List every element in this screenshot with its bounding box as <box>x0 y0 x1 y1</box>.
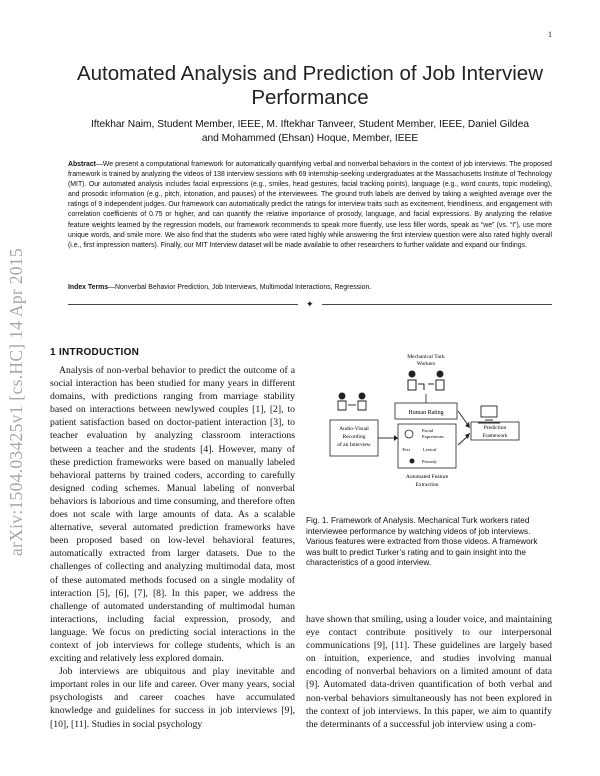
turk-label-1: Mechanical Turk <box>407 354 445 360</box>
index-terms-text: —Nonverbal Behavior Prediction, Job Interviews, Multimodal Interactions, Regression. <box>108 284 372 291</box>
index-terms <box>68 283 552 293</box>
arxiv-stamp: arXiv:1504.03425v1 [cs.HC] 14 Apr 2015 <box>6 248 26 556</box>
section-separator <box>68 300 552 310</box>
recording-label-2: Recording <box>342 434 366 440</box>
recording-label-3: of an Interview <box>337 442 371 448</box>
abstract-label: Abstract <box>68 161 96 168</box>
framework-figure <box>328 350 538 510</box>
lexical-label: Lexical <box>423 447 437 452</box>
extraction-label-2: Extraction <box>415 482 439 488</box>
index-terms-label: Index Terms <box>68 284 109 291</box>
separator-diamond-icon: ✦ <box>306 299 314 309</box>
paper-title: Automated Analysis and Prediction of Job Interview Performance <box>76 62 544 109</box>
intro-paragraph-1: Analysis of non-verbal behavior to predict the outcome of a social interaction has been studied for many years in different domains, with predictions ranging from marriage stability based on interactions between newlywed couples [1], [2], to patient satisfaction based on doctor-patient interaction [3], to teacher evaluation by analyzing classroom interactions between a teacher and the students [4]. However, many of these prediction frameworks were based on manually labeled behavioral patterns by trained coders, according to carefully designed coding schemes. Manual labeling of nonverbal behaviors is laborious and time consuming, and therefore often does not scale with large amounts of data. As a scalable alternative, several automated prediction frameworks have been proposed based on low-level behavioral features, automatically extracted from larger datasets. Due to the challenges of collecting and analyzing multimodal data, most of these automated methods focused on a single modality of interaction [5], [6], [7], [8]. In this paper, we address the challenge of automated understanding of multimodal human interactions, including facial expression, prosody, and language. We focus on predicting social interactions in the context of job interviews for college students, which is an exciting and relatively less explored domain. <box>50 365 295 665</box>
right-column <box>306 613 552 731</box>
extraction-label-1: Automated Feature <box>405 474 449 480</box>
human-rating-label: Human Rating <box>408 410 444 416</box>
intro-paragraph-2: Job interviews are ubiquitous and play inevitable and important roles in our life and career. Over many years, social psychologists and career coaches have accumulated knowledge and guidelines for success in job interviews [9], [10], [11]. Studies in social psychology <box>50 666 295 730</box>
authors <box>60 118 560 146</box>
separator-line-left <box>68 304 298 305</box>
section-heading: 1 INTRODUCTION <box>50 347 140 358</box>
facial-label-1: Facial <box>422 428 433 433</box>
page-number: 1 <box>548 30 552 39</box>
separator-line-right <box>322 304 552 305</box>
authors-line-1: Iftekhar Naim, Student Member, IEEE, M. Iftekhar Tanveer, Student Member, IEEE, Daniel Gildea <box>90 119 530 130</box>
text-label: Text <box>402 447 410 452</box>
computer-icon <box>478 406 500 423</box>
prosody-icon <box>410 459 415 464</box>
prediction-label-2: Framework <box>482 433 508 439</box>
interview-icon <box>338 393 366 410</box>
smile-icon <box>405 430 413 438</box>
authors-line-2: and Mohammed (Ehsan) Hoque, Member, IEEE <box>201 133 419 144</box>
prosody-label: Prosody <box>422 459 437 464</box>
recording-label-1: Audio-Visual <box>339 426 369 432</box>
left-column <box>50 364 295 731</box>
right-paragraph-1: have shown that smiling, using a louder voice, and maintaining eye contact contribute positively to our interpersonal communications [9], [11]. These guidelines are largely based on intuition, experience, and studies involving manual encoding of nonverbal behaviors on a limited amount of data [9]. Automated data-driven quantification of both verbal and non-verbal behaviors simultaneously has not been explored in the context of job interviews. In this paper, we aim to quantify the determinants of a successful job interview using a com- <box>306 614 552 730</box>
turk-workers-icon <box>408 371 444 390</box>
abstract <box>68 160 552 251</box>
prediction-label-1: Prediction <box>483 425 507 431</box>
facial-label-2: Expressions <box>422 434 444 439</box>
abstract-text: —We present a computational framework for automatically quantifying verbal and nonverbal behaviors in the context of job interviews. The proposed framework is trained by analyzing the videos of 138 interview sessions with 69 internship-seeking undergraduates at the Massachusetts Institute of Technology (MIT). Our automated analysis includes facial expressions (e.g., smiles, head gestures, facial tracking points), language (e.g., word counts, topic modeling), and prosodic information (e.g., pitch, intonation, and pauses) of the interviewees. The ground truth labels are derived by taking a weighted average over the ratings of 9 independent judges. Our framework can automatically predict the ratings for interview traits such as excitement, friendliness, and engagement with correlation coefficients of 0.75 or higher, and can quantify the relative importance of prosody, language, and facial expressions. By analyzing the relative feature weights learned by the regression models, our framework recommends to speak more fluently, use less filler words, speak as “we” (vs. “I”), use more unique words, and smile more. We also find that the students who were rated highly while answering the first interview question were also rated highly overall (i.e., first impression matters). Finally, our MIT Interview dataset will be made available to other researchers to further validate and expand our findings. <box>68 161 552 249</box>
turk-label-2: Workers <box>416 361 436 367</box>
figure-caption: Fig. 1. Framework of Analysis. Mechanical Turk workers rated interviewee performance by watching videos of job interviews. Various features were extracted from those videos. A framework was built to predict Turker’s rating and to gain insight into the characteristics of a good interview. <box>306 516 538 568</box>
